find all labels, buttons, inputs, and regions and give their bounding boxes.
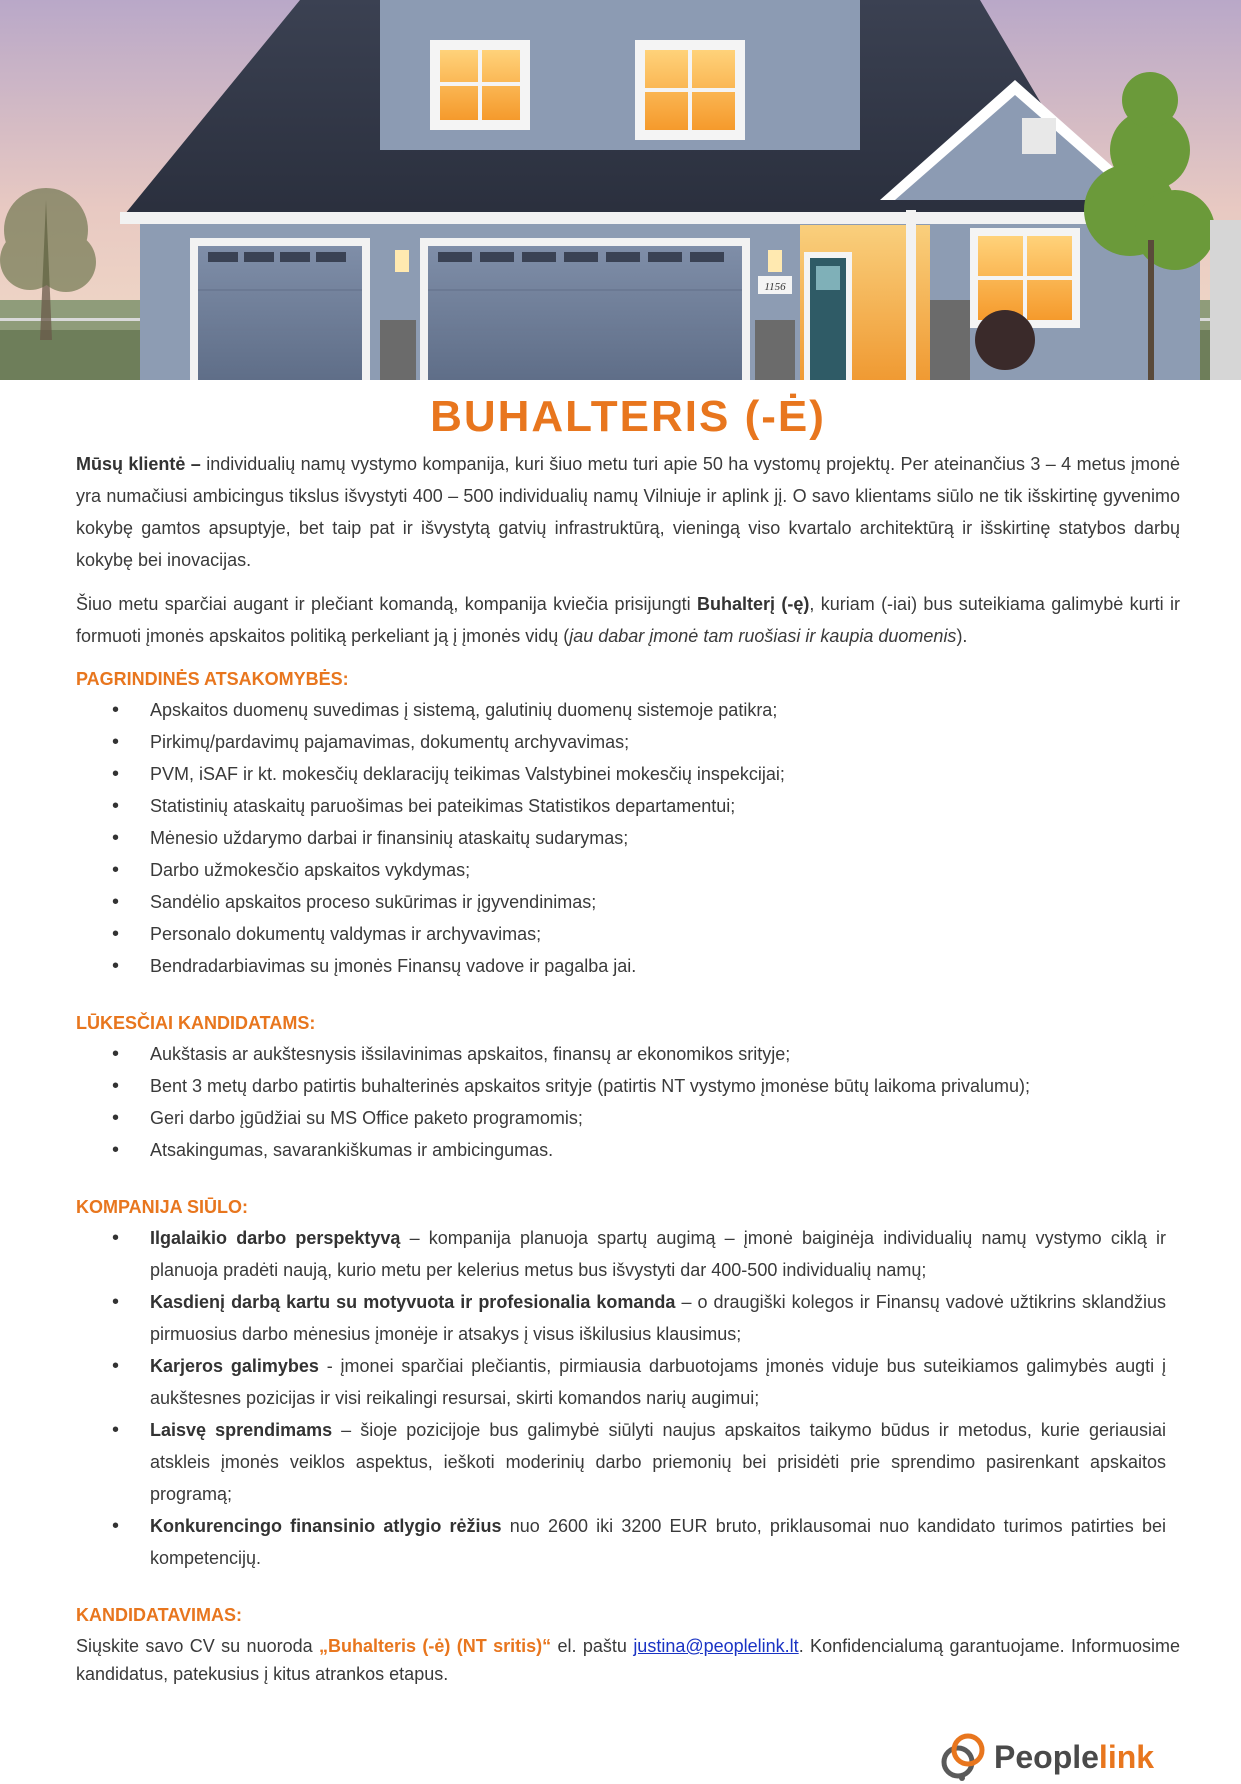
job-posting [76,392,1180,1688]
list-item [76,1286,1180,1350]
list-item [76,1222,1180,1286]
offer-title: Karjeros galimybes [150,1356,319,1376]
page-title: BUHALTERIS (-Ė) [430,392,826,441]
offer-text: – kompanija planuoja spartų augimą – įmonė baiginėja individualių namų vystymo ciklą ir planuoja pradėti naują, kurio metu per kelerius metus bus išvystyti dar 400-500 individualių namų; [150,1228,1166,1280]
intro-p2-text-b: , kuriam (-iai) bus suteikiama galimybė kurti ir formuoti įmonės apskaitos politiką perkeliant ją į įmonės vidų ( [76,594,1180,646]
offers-heading: KOMPANIJA SIŪLO: [76,1197,249,1217]
list-item: • Atsakingumas, savarankiškumas ir ambicingumas. [76,1134,1180,1166]
list-item: • Mėnesio uždarymo darbai ir finansinių ataskaitų sudarymas; [76,822,1180,854]
offer-text: - įmonei sparčiai plečiantis, pirmiausia darbuotojams įmonės viduje bus suteikiamos galimybės augti į aukštesnes pozicijas ir visi reikalingi resursai, skirti komandos narių augimui; [150,1356,1166,1408]
list-item: • Darbo užmokesčio apskaitos vykdymas; [76,854,1180,886]
offers-list [76,1222,1180,1574]
email-link[interactable]: justina@peoplelink.lt [633,1636,799,1656]
responsibilities-list [76,694,1180,982]
application-reference: „Buhalteris (-ė) (NT sritis)“ [319,1636,552,1656]
application-text-c: . Konfidencialumą garantuojame. Informuosime kandidatus, patekusius į kitus atrankos etapus. [76,1636,1181,1684]
list-item: • Apskaitos duomenų suvedimas į sistemą, galutinių duomenų sistemoje patikra; [76,694,1180,726]
list-item: • PVM, iSAF ir kt. mokesčių deklaracijų teikimas Valstybinei mokesčių inspekcijai; [76,758,1180,790]
logo-word-accent: link [1098,1738,1155,1775]
application-text-a: Siųskite savo CV su nuoroda [76,1636,319,1656]
intro-position-name: Buhalterį (-ę) [696,594,810,614]
list-item: • Geri darbo įgūdžiai su MS Office paketo programomis; [76,1102,1180,1134]
hero-house-image [0,0,1241,380]
peoplelink-logo-mark-icon [938,1730,988,1784]
list-item: • Bendradarbiavimas su įmonės Finansų vadove ir pagalba jai. [76,950,1180,982]
list-item: • Statistinių ataskaitų paruošimas bei pateikimas Statistikos departamentui; [76,790,1180,822]
list-item: • Personalo dokumentų valdymas ir archyvavimas; [76,918,1180,950]
list-item [76,1510,1180,1574]
expectations-heading: LŪKESČIAI KANDIDATAMS: [76,1013,316,1033]
offer-text: – šioje pozicijoje bus galimybė siūlyti naujus apskaitos taikymo būdus ir metodus, kurie geriausiai atskleis įmonės veiklos aspektus, ieškoti moderinių darbo priemonių bei prisidėti prie sprendimo pasirenkant apskaitos programą; [150,1420,1166,1504]
list-item: • Aukštasis ar aukštesnysis išsilavinimas apskaitos, finansų ar ekonomikos srityje; [76,1038,1180,1070]
house-number: 1156 [764,281,786,293]
intro-paragraph-1 [76,448,1180,576]
intro-client-text: individualių namų vystymo kompanija, kuri šiuo metu turi apie 50 ha vystomų projektų. Per ateinančius 3 – 4 metus įmonė yra numačiusi ambicingus tikslus išvystyti 400 – 500 individualių namų Vilniuje ir aplink jį. O savo klientams siūlo ne tik išskirtinę gyvenimo kokybę gamtos apsuptyje, bet taip pat ir išvystytą gatvių infrastruktūrą, vieningą viso kvartalo architektūrą ir išskirtinę statybos darbų kokybę bei inovacijas. [76,454,1181,570]
application-heading: KANDIDATAVIMAS: [76,1605,242,1625]
list-item: • Sandėlio apskaitos proceso sukūrimas ir įgyvendinimas; [76,886,1180,918]
application-text-b: el. paštu [551,1636,634,1656]
offer-text: nuo 2600 iki 3200 EUR bruto, priklausomai nuo kandidato turimos patirties bei kompetencijų. [150,1516,1166,1568]
expectations-list [76,1038,1180,1166]
offer-title: Konkurencingo finansinio atlygio rėžius [150,1516,502,1536]
peoplelink-logo [938,1730,1154,1784]
offer-text: – o draugiški kolegos ir Finansų vadovė užtikrins sklandžius pirmuosius darbo mėnesius įmonėje ir atsakys į visus iškilusius klausimus; [150,1292,1166,1344]
list-item: • Pirkimų/pardavimų pajamavimas, dokumentų archyvavimas; [76,726,1180,758]
intro-paragraph-2 [76,588,1180,652]
list-item [76,1350,1180,1414]
offer-title: Ilgalaikio darbo perspektyvą [150,1228,401,1248]
application-paragraph [76,1632,1180,1688]
intro-p2-italic: jau dabar įmonė tam ruošiasi ir kaupia duomenis [569,626,957,646]
logo-word-dark: People [994,1738,1099,1775]
offer-title: Laisvę sprendimams [150,1420,333,1440]
list-item [76,1414,1180,1510]
responsibilities-heading: PAGRINDINĖS ATSAKOMYBĖS: [76,669,349,689]
intro-p2-text-c: ). [956,626,968,646]
intro-p2-text-a: Šiuo metu sparčiai augant ir plečiant komandą, kompanija kviečia prisijungti [76,594,697,614]
logo-wordmark [994,1739,1154,1776]
list-item: • Bent 3 metų darbo patirtis buhalterinės apskaitos srityje (patirtis NT vystymo įmonėse būtų laikoma privalumu); [76,1070,1180,1102]
offer-title: Kasdienį darbą kartu su motyvuota ir profesionalia komanda [150,1292,676,1312]
intro-client-label: Mūsų klientė – [76,454,201,474]
